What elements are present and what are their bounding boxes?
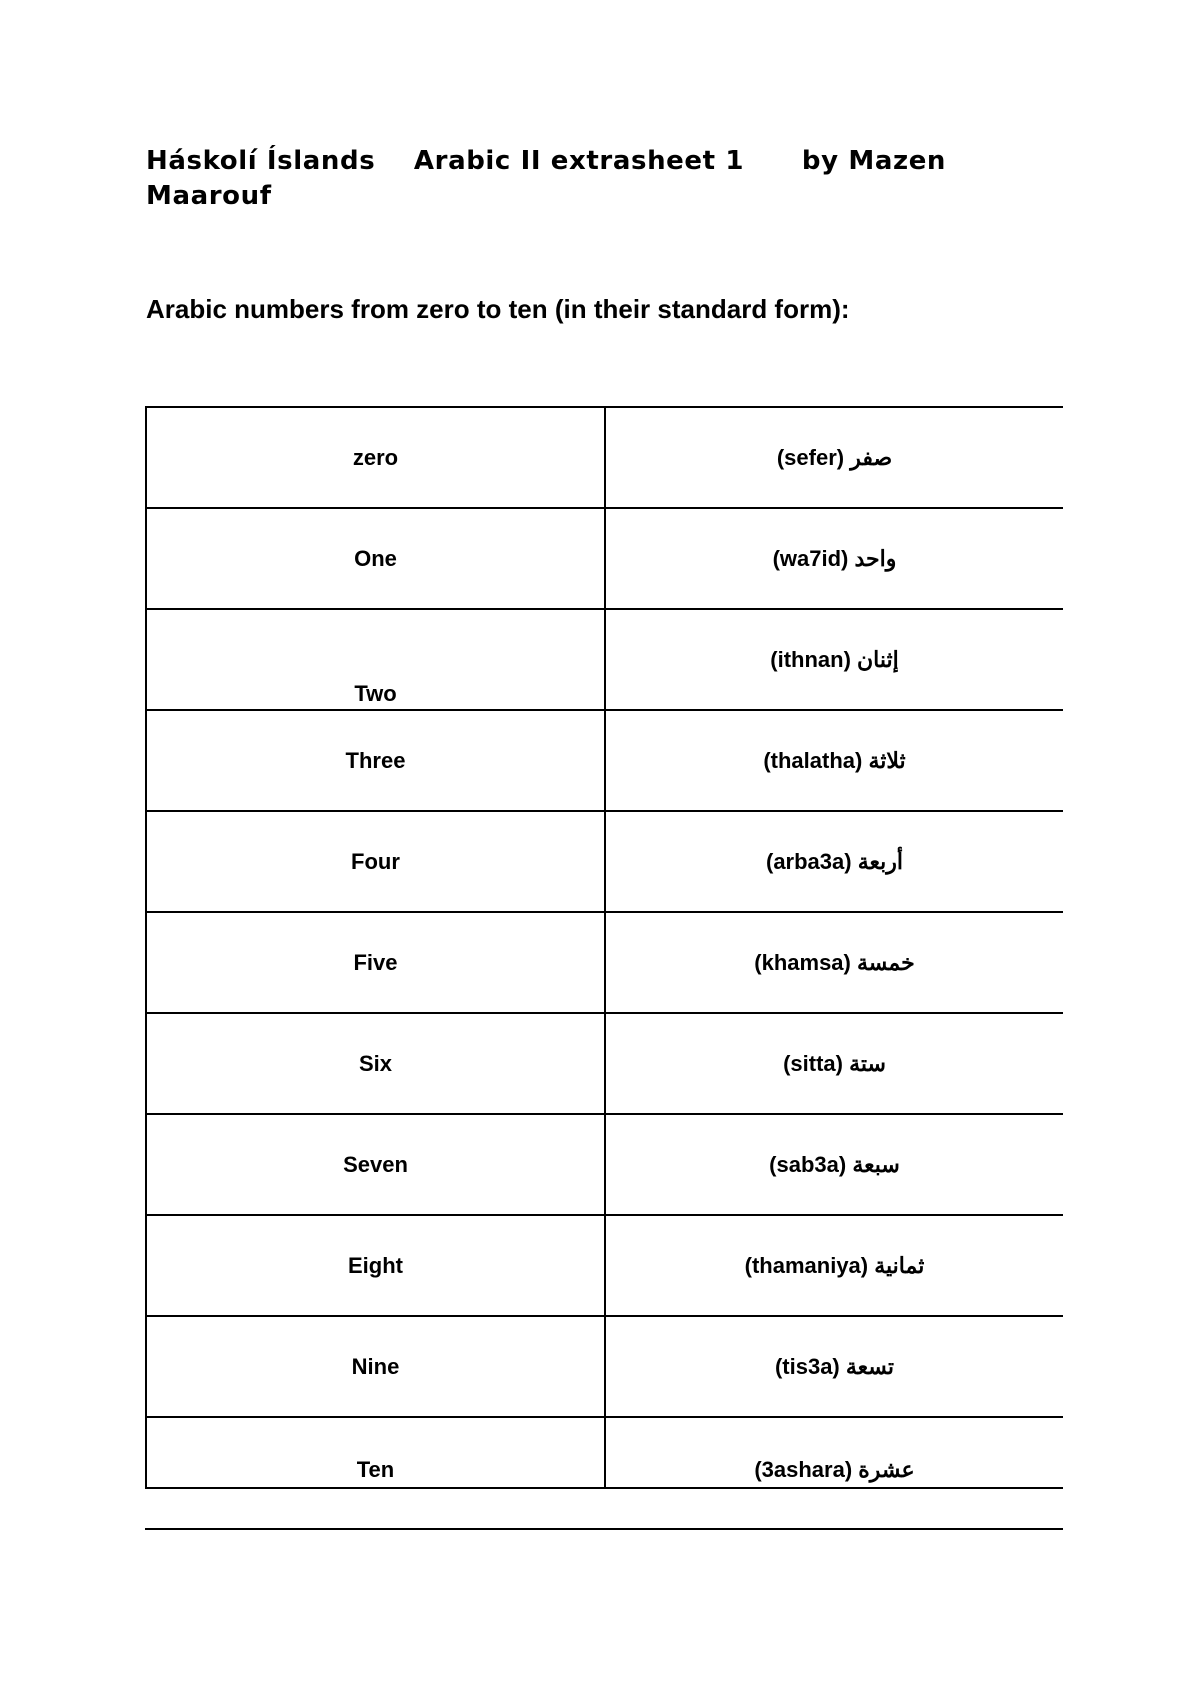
table-row	[146, 912, 1063, 1013]
table-row	[146, 1316, 1063, 1417]
arabic-word: (sefer) صفر	[776, 444, 893, 470]
table-row	[146, 1417, 1063, 1488]
numbers-table-container	[145, 406, 1063, 1530]
arabic-word: (khamsa) خمسة	[754, 949, 915, 975]
arabic-word-cell	[605, 407, 1063, 508]
intro-text: Arabic numbers from zero to ten (in their standard form):	[146, 294, 850, 324]
english-word-cell: Two	[146, 609, 605, 710]
arabic-word-cell	[605, 1215, 1063, 1316]
arabic-word-cell	[605, 710, 1063, 811]
arabic-word-cell	[605, 1013, 1063, 1114]
arabic-word: (3ashara) عشرة	[754, 1457, 915, 1482]
arabic-word-cell	[605, 1417, 1063, 1488]
arabic-word: (sitta) ستة	[783, 1050, 886, 1076]
table-row	[146, 1114, 1063, 1215]
english-word-cell: Five	[146, 912, 605, 1013]
arabic-word-cell	[605, 912, 1063, 1013]
table-row	[146, 710, 1063, 811]
arabic-word-cell	[605, 1114, 1063, 1215]
page-title: Háskolí Íslands Arabic II extrasheet 1 by Mazen Maarouf	[146, 146, 956, 211]
arabic-word-cell	[605, 811, 1063, 912]
table-row	[146, 407, 1063, 508]
table-row	[146, 609, 1063, 710]
arabic-word: (thalatha) ثلاثة	[763, 747, 906, 773]
table-row	[146, 811, 1063, 912]
arabic-word-cell	[605, 1316, 1063, 1417]
arabic-word-cell	[605, 508, 1063, 609]
arabic-word-cell	[605, 609, 1063, 710]
arabic-word: (tis3a) تسعة	[774, 1353, 895, 1379]
english-word-cell: Three	[146, 710, 605, 811]
english-word-cell: Four	[146, 811, 605, 912]
arabic-word: (arba3a) أربعة	[766, 848, 903, 874]
numbers-table	[145, 406, 1063, 1489]
arabic-word: (wa7id) واحد	[772, 545, 897, 571]
english-word-cell: One	[146, 508, 605, 609]
arabic-word: (sab3a) سبعة	[769, 1151, 900, 1177]
english-word-cell: Eight	[146, 1215, 605, 1316]
arabic-word: (thamaniya) ثمانية	[744, 1252, 925, 1278]
english-word-cell: zero	[146, 407, 605, 508]
english-word-cell: Seven	[146, 1114, 605, 1215]
english-word-cell: Nine	[146, 1316, 605, 1417]
english-word-cell: Six	[146, 1013, 605, 1114]
arabic-word: (ithnan) إثنان	[770, 646, 899, 672]
table-row	[146, 1013, 1063, 1114]
english-word-cell: Ten	[146, 1417, 605, 1488]
table-row	[146, 508, 1063, 609]
table-row	[146, 1215, 1063, 1316]
